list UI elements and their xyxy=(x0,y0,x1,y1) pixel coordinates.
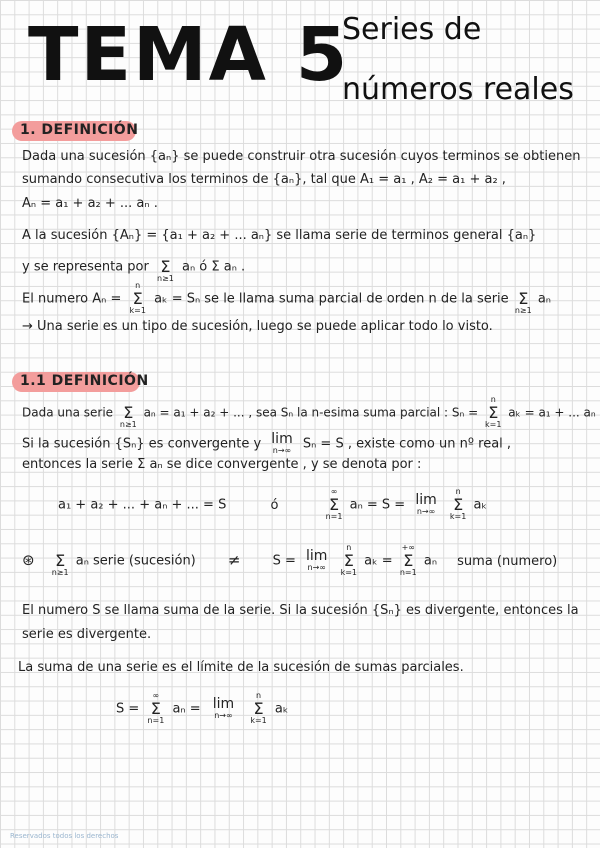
sum-sign: Σ xyxy=(253,699,264,718)
limit-index: n→∞ xyxy=(416,507,436,517)
text-fragment: ó xyxy=(270,497,279,513)
text-fragment: aₖ = Sₙ se le llama suma parcial de orden n de la serie xyxy=(154,291,509,307)
paragraph-line xyxy=(22,396,596,430)
sum-sign: Σ xyxy=(403,551,414,570)
sum-symbol xyxy=(326,488,343,522)
paragraph-line: sumando consecutiva los terminos de {aₙ}, tal que A₁ = a₁ , A₂ = a₁ + a₂ , xyxy=(22,172,506,187)
text-fragment: Sₙ = S , existe como un nº real , xyxy=(302,436,512,452)
sum-sign: Σ xyxy=(343,551,354,570)
limit-index: n→∞ xyxy=(272,446,292,456)
text-fragment: aₙ xyxy=(537,291,551,307)
sum-upper-index: n xyxy=(490,395,496,404)
sum-sign: Σ xyxy=(55,551,66,570)
sum-lower-index: n=1 xyxy=(147,716,165,725)
paragraph-line: La suma de una serie es el límite de la sucesión de sumas parciales. xyxy=(18,660,464,675)
text-fragment: Dada una serie xyxy=(22,405,114,420)
text-fragment: aₙ ó Σ aₙ . xyxy=(182,259,246,275)
limit-index: n→∞ xyxy=(307,563,326,573)
sum-symbol xyxy=(52,544,69,578)
limit-label: lim xyxy=(415,491,437,508)
text-fragment: suma (numero) xyxy=(457,553,558,569)
bullet-icon: ⊛ xyxy=(22,550,35,569)
text-fragment: S = xyxy=(272,553,296,569)
text-fragment: y se representa por xyxy=(22,259,149,275)
text-fragment: aₙ xyxy=(423,553,438,569)
sum-lower-index: k=1 xyxy=(340,568,358,577)
page-title: TEMA 5 xyxy=(28,12,350,98)
sum-upper-index: ∞ xyxy=(152,691,160,700)
sum-symbol xyxy=(120,396,137,430)
sum-lower-index: n=1 xyxy=(325,512,343,521)
page-subtitle-line2: números reales xyxy=(342,72,574,107)
text-fragment: aₙ serie (sucesión) xyxy=(75,553,196,569)
paragraph-line: Dada una sucesión {aₙ} se puede construir otra sucesión cuyos terminos se obtienen xyxy=(22,149,581,164)
limit-symbol xyxy=(306,549,327,573)
section-heading: 1. DEFINICIÓN xyxy=(20,122,139,138)
equation-row xyxy=(58,488,487,522)
text-fragment: El numero Aₙ = xyxy=(22,291,122,307)
sum-symbol xyxy=(129,282,145,316)
text-fragment: Sₙ = xyxy=(451,405,479,420)
sum-upper-index: +∞ xyxy=(401,543,415,552)
sum-symbol xyxy=(515,282,532,316)
limit-label: lim xyxy=(306,547,328,564)
equation-row xyxy=(116,692,288,726)
sum-lower-index: k=1 xyxy=(129,306,146,315)
text-fragment: aₖ = a₁ + ... aₙ xyxy=(508,405,596,420)
sum-lower-index: n≥1 xyxy=(51,568,69,577)
paragraph-line: → Una serie es un tipo de sucesión, luego se puede aplicar todo lo visto. xyxy=(22,319,493,334)
sum-symbol xyxy=(341,544,357,578)
sum-sign: Σ xyxy=(328,495,340,514)
sum-sign: Σ xyxy=(453,495,464,514)
sum-upper-index: n xyxy=(135,281,141,290)
paragraph-line: serie es divergente. xyxy=(22,627,152,642)
sum-sign: Σ xyxy=(132,289,143,308)
sum-upper-index: ∞ xyxy=(330,487,338,496)
sum-upper-index: n xyxy=(455,487,461,496)
text-fragment: aₖ = xyxy=(364,553,393,569)
limit-label: lim xyxy=(212,695,235,712)
sum-lower-index: n≥1 xyxy=(157,274,174,283)
sum-sign: Σ xyxy=(123,403,134,422)
not-equal-sign: ≠ xyxy=(227,550,241,569)
text-fragment: aₙ = xyxy=(172,701,201,717)
limit-symbol xyxy=(271,432,292,456)
limit-symbol xyxy=(415,493,436,517)
paragraph-line: entonces la serie Σ aₙ se dice convergente , y se denota por : xyxy=(22,457,422,472)
sum-lower-index: n=1 xyxy=(399,568,417,577)
paragraph-line xyxy=(22,432,511,456)
limit-symbol xyxy=(213,697,234,721)
page-subtitle-line1: Series de xyxy=(342,12,482,47)
equation-row xyxy=(22,544,557,578)
text-fragment: aₙ = a₁ + a₂ + ... , sea Sₙ la n-esima suma parcial : xyxy=(143,405,449,420)
sum-sign: Σ xyxy=(150,699,161,718)
sum-symbol xyxy=(400,544,417,578)
sum-symbol xyxy=(147,692,164,726)
sum-symbol xyxy=(157,250,174,284)
sum-lower-index: n≥1 xyxy=(514,306,532,315)
text-fragment: a₁ + a₂ + ... + aₙ + ... = S xyxy=(58,497,227,513)
paragraph-line xyxy=(22,282,551,316)
paragraph-line xyxy=(22,250,245,284)
watermark: Reservados todos los derechos xyxy=(10,832,119,840)
paragraph-line: Aₙ = a₁ + a₂ + ... aₙ . xyxy=(22,196,158,211)
sum-lower-index: n≥1 xyxy=(119,420,137,429)
text-fragment: aₙ = S = xyxy=(349,497,406,513)
paragraph-line: A la sucesión {Aₙ} = {a₁ + a₂ + ... aₙ} se llama serie de terminos general {aₙ} xyxy=(22,228,537,243)
sum-upper-index: n xyxy=(255,691,262,700)
text-fragment: aₖ xyxy=(274,701,289,717)
text-fragment: aₖ xyxy=(473,497,487,513)
sum-symbol xyxy=(250,692,266,726)
section-heading: 1.1 DEFINICIÓN xyxy=(20,373,149,389)
sum-sign: Σ xyxy=(160,257,171,276)
paragraph-line: El numero S se llama suma de la serie. Si la sucesión {Sₙ} es divergente, entonces la xyxy=(22,603,579,618)
sum-sign: Σ xyxy=(488,403,499,422)
sum-symbol xyxy=(485,396,501,430)
text-fragment: Si la sucesión {Sₙ} es convergente y xyxy=(22,436,262,452)
limit-label: lim xyxy=(271,431,293,447)
sum-lower-index: k=1 xyxy=(449,512,467,521)
sum-sign: Σ xyxy=(518,289,529,308)
text-fragment: S = xyxy=(116,701,140,717)
sum-lower-index: k=1 xyxy=(250,716,267,725)
sum-symbol xyxy=(450,488,466,522)
sum-upper-index: n xyxy=(346,543,352,552)
limit-index: n→∞ xyxy=(214,711,233,721)
sum-lower-index: k=1 xyxy=(485,420,502,429)
